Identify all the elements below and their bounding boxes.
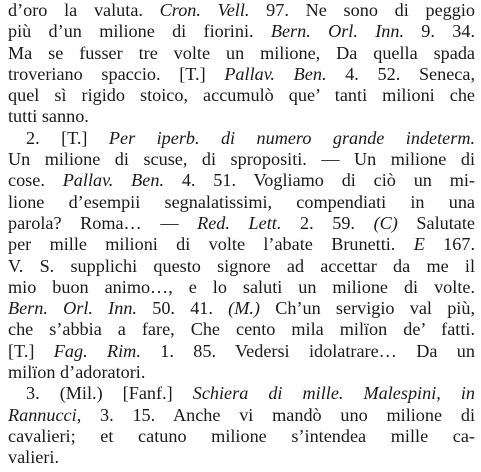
citation-italic: Bern. Orl. Inn.	[8, 298, 137, 319]
text-segment: valieri.	[8, 447, 60, 468]
text-line	[8, 234, 475, 255]
text-segment: tutti sanno.	[8, 106, 89, 127]
text-line	[8, 21, 475, 42]
text-segment: 167.	[424, 234, 475, 255]
text-segment: Un milione di scuse, di spropositi. — Un milione di	[8, 149, 475, 170]
citation-italic: Per iperb. di numero grande indeterm.	[108, 127, 475, 148]
text-segment: [T.]	[8, 340, 54, 361]
text-segment: mio buon animo…, e lo saluti un milione di volte.	[8, 276, 475, 297]
text-segment: 2. 59.	[281, 212, 374, 233]
citation-italic: Fag. Rim.	[53, 340, 141, 361]
text-line	[8, 128, 475, 149]
text-line	[8, 149, 475, 170]
text-segment: 4. 51. Vogliamo di ciò un mi-	[164, 170, 475, 191]
text-segment: cavalieri; et catuno milione s’intendea mille ca-	[8, 425, 475, 446]
text-line	[8, 85, 475, 106]
text-segment: V. S. supplichi questo signore ad accettar da me il	[8, 255, 475, 276]
citation-italic: (C)	[373, 212, 398, 233]
text-line	[8, 64, 475, 85]
text-segment: che s’abbia a fare, Che cento mila milïon de’ fatti.	[8, 319, 475, 340]
text-segment: 9. 34.	[404, 21, 475, 42]
text-line	[8, 426, 475, 447]
text-line	[8, 341, 475, 362]
text-segment: d’oro la valuta.	[8, 0, 160, 20]
text-segment: 3. (Mil.) [Fanf.]	[26, 383, 193, 404]
text-line	[8, 405, 475, 426]
citation-italic: Cron. Vell.	[159, 0, 250, 20]
text-line	[8, 0, 475, 21]
citation-italic: Red. Lett.	[197, 212, 282, 233]
text-segment: lione d’esempii segnalatissimi, compendiati in una	[8, 191, 475, 212]
citation-italic: Rannucci	[8, 404, 77, 425]
text-line	[8, 192, 475, 213]
text-segment: 4. 52. Seneca,	[326, 63, 475, 84]
text-segment: 2. [T.]	[26, 127, 109, 148]
text-line	[8, 362, 475, 383]
citation-italic: Pallav. Ben.	[62, 170, 164, 191]
text-line	[8, 319, 475, 340]
text-line	[8, 106, 475, 127]
citation-italic: E	[413, 234, 425, 255]
text-segment: quel sì rigido stoico, accumulò que’ tanti milioni che	[8, 85, 475, 106]
citation-italic: Bern. Orl. Inn.	[270, 21, 404, 42]
text-segment: cose.	[8, 170, 63, 191]
text-segment: Ch’un servigio val più,	[259, 298, 475, 319]
text-segment: , 3. 15. Anche vi mandò uno milione di	[76, 404, 475, 425]
text-segment: 97. Ne sono di peggio	[249, 0, 475, 20]
text-segment: per mille milioni di volte l’abate Brunetti.	[8, 234, 414, 255]
citation-italic: (M.)	[228, 298, 260, 319]
text-segment: milïon d’adoratori.	[8, 362, 146, 383]
text-line	[8, 277, 475, 298]
text-line	[8, 43, 475, 64]
text-line	[8, 170, 475, 191]
text-segment: parola? Roma… —	[8, 212, 198, 233]
text-line	[8, 383, 475, 404]
text-segment: più d’un milione di fiorini.	[8, 21, 271, 42]
text-line	[8, 256, 475, 277]
text-segment: Salutate	[397, 212, 475, 233]
citation-italic: Pallav. Ben.	[224, 63, 327, 84]
citation-italic: Schiera di mille. Malespini, in	[192, 383, 475, 404]
text-line	[8, 213, 475, 234]
text-line	[8, 298, 475, 319]
text-line	[8, 447, 475, 468]
text-segment: 1. 85. Vedersi idolatrare… Da un	[140, 340, 475, 361]
text-segment: 50. 41.	[136, 298, 229, 319]
text-segment: troveriano spaccio. [T.]	[8, 63, 225, 84]
text-segment: Ma se fusser tre volte un milione, Da quella spada	[8, 42, 475, 63]
